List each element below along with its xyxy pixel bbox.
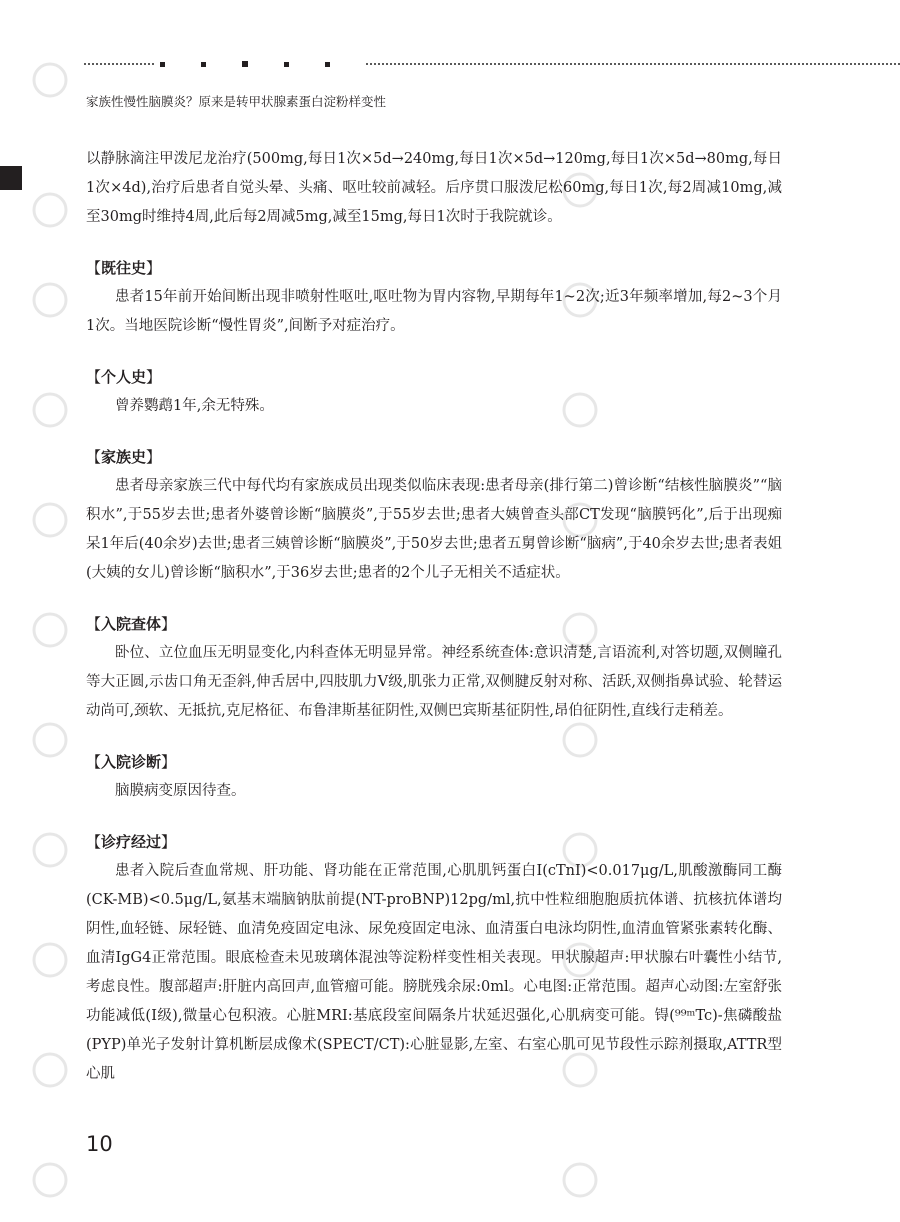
section-title-admission-diagnosis: 【入院诊断】 [86,753,177,771]
section-text-treatment-course: 患者入院后查血常规、肝功能、肾功能在正常范围,心肌肌钙蛋白I(cTnI)<0.017μg/L,肌酸激酶同工酶(CK-MB)<0.5μg/L,氨基末端脑钠肽前提(NT-proBNP)12pg/ml,抗中性粒细胞胞质抗体谱、抗核抗体谱均阴性,血轻链、尿轻链、血清免疫固定电泳、尿免疫固定电泳、血清蛋白电泳均阴性,血清血管紧张素转化酶、血清IgG4正常范围。眼底检查未见玻璃体混浊等淀粉样变性相关表现。甲状腺超声:甲状腺右叶囊性小结节,考虑良性。腹部超声:肝脏内高回声,血管瘤可能。膀胱残余尿:0ml。心电图:正常范围。超声心动图:左室舒张功能减低(Ⅰ级),微量心包积液。心脏MRI:基底段室间隔条片状延迟强化,心肌病变可能。锝(⁹⁹ᵐTc)-焦磷酸盐(PYP)单光子发射计算机断层成像术(SPECT/CT):心脏显影,左室、右室心肌可见节段性示踪剂摄取,ATTR型心肌 [86,863,782,1082]
header-rule [84,58,900,70]
section-title-past-history: 【既往史】 [86,259,162,277]
page-content [86,145,782,1089]
running-title: 家族性慢性脑膜炎？原来是转甲状腺素蛋白淀粉样变性 [86,94,387,109]
section-title-family-history: 【家族史】 [86,448,162,466]
section-title-personal-history: 【个人史】 [86,368,162,386]
intro-paragraph: 以静脉滴注甲泼尼龙治疗(500mg,每日1次×5d→240mg,每日1次×5d→120mg,每日1次×5d→80mg,每日1次×4d),治疗后患者自觉头晕、头痛、呕吐较前减轻。后序贯口服泼尼松60mg,每日1次,每2周减10mg,减至30mg时维持4周,此后每2周减5mg,减至15mg,每日1次时于我院就诊。 [86,151,782,225]
section-text-family-history: 患者母亲家族三代中每代均有家族成员出现类似临床表现:患者母亲(排行第二)曾诊断“结核性脑膜炎”“脑积水”,于55岁去世;患者外婆曾诊断“脑膜炎”,于55岁去世;患者大姨曾查头部CT发现“脑膜钙化”,后于出现痴呆1年后(40余岁)去世;患者三姨曾诊断“脑膜炎”,于50岁去世;患者五舅曾诊断“脑病”,于40余岁去世;患者表姐(大姨的女儿)曾诊断“脑积水”,于36岁去世;患者的2个儿子无相关不适症状。 [86,478,782,581]
chapter-edge-tab [0,166,22,190]
section-text-admission-diagnosis: 脑膜病变原因待查。 [115,783,246,799]
page-number: 10 [86,1132,113,1156]
section-text-admission-exam: 卧位、立位血压无明显变化,内科查体无明显异常。神经系统查体:意识清楚,言语流利,对答切题,双侧瞳孔等大正圆,示齿口角无歪斜,伸舌居中,四肢肌力V级,肌张力正常,双侧腱反射对称、活跃,双侧指鼻试验、轮替运动尚可,颈软、无抵抗,克尼格征、布鲁津斯基征阴性,双侧巴宾斯基征阴性,昂伯征阴性,直线行走稍差。 [86,645,782,719]
section-text-past-history: 患者15年前开始间断出现非喷射性呕吐,呕吐物为胃内容物,早期每年1~2次;近3年频率增加,每2~3个月1次。当地医院诊断“慢性胃炎”,间断予对症治疗。 [86,289,782,334]
section-title-admission-exam: 【入院查体】 [86,615,177,633]
section-text-personal-history: 曾养鹦鹉1年,余无特殊。 [115,398,274,414]
section-title-treatment-course: 【诊疗经过】 [86,833,177,851]
